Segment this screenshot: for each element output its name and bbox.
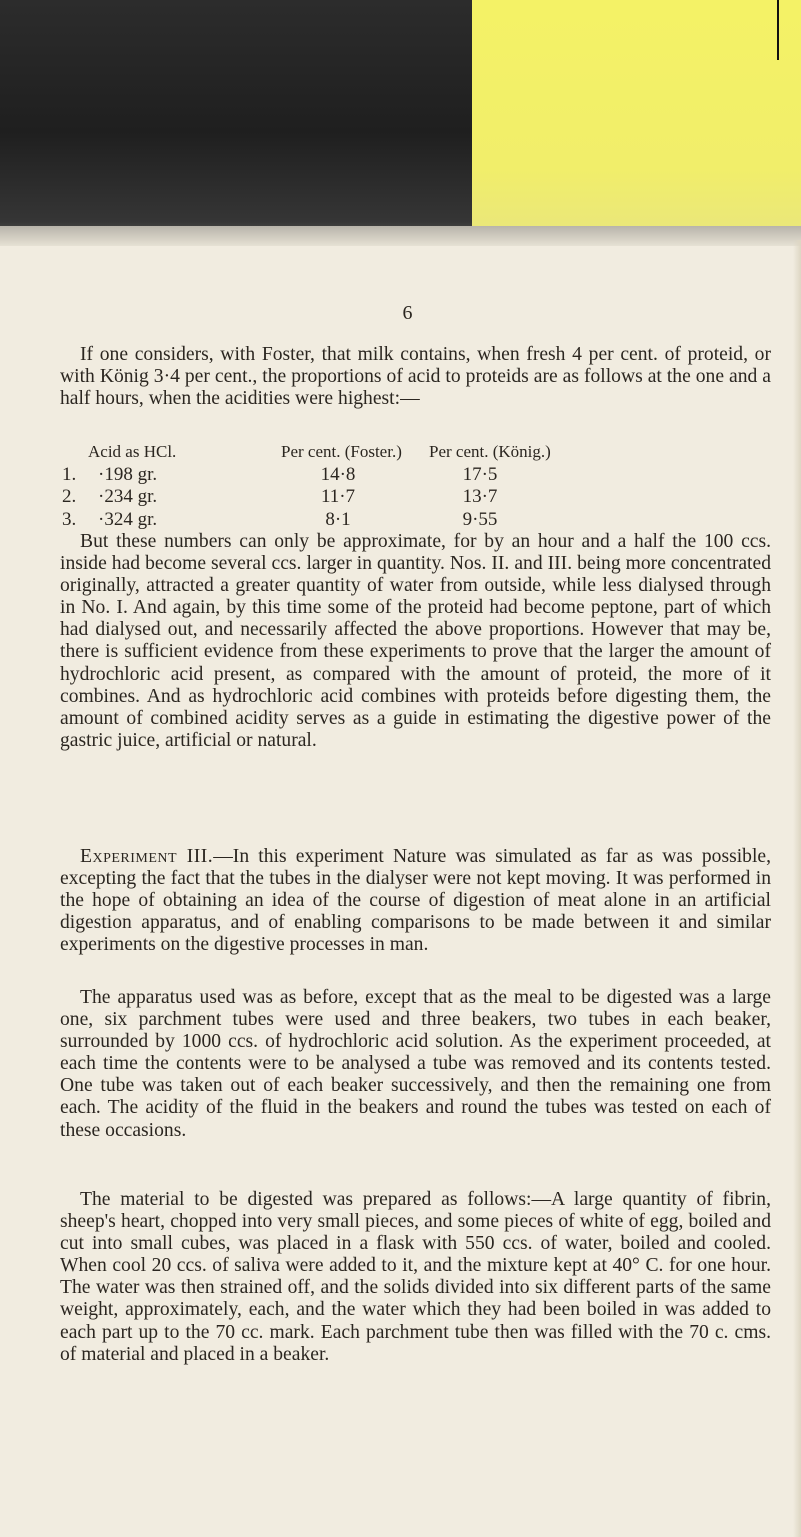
- table-row: [62, 486, 772, 509]
- experiment-text: —In this experiment Nature was simulated as far as was possible, excepting the fact that the tubes in the dialyser were not kept moving. It was performed in the hope of obtaining an idea of the course of digestion of meat alone in an artificial digestion apparatus, and of enabling comparisons to be made between it and similar experiments on the digestive processes in man.: [60, 846, 771, 956]
- page-edge-shadow: [793, 240, 801, 1537]
- acid-value: ·324 gr.: [98, 508, 158, 530]
- scan-yellow-region: [472, 0, 801, 240]
- table-row: [62, 509, 772, 532]
- konig-value: 13·7: [462, 486, 498, 507]
- col-header-konig: Per cent. (König.): [429, 442, 551, 461]
- experiment-heading: Experiment III.: [80, 846, 214, 867]
- scan-shadow-band: [0, 226, 801, 246]
- foster-value: 11·7: [320, 486, 356, 507]
- table-header-row: [62, 441, 772, 464]
- apparatus-paragraph: The apparatus used was as before, except that as the meal to be digested was a large one, six parchment tubes were used and three beakers, two tubes in each beaker, surrounded by 1000 ccs. of hydrochloric acid solution. As the experiment proceeded, at each time the contents were to be analysed a tube was removed and its contents tested. One tube was taken out of each beaker successively, and then the remaining one from each. The acidity of the fluid in the beakers and round the tubes was tested on each of these occasions.: [60, 987, 771, 1141]
- row-number: 2.: [62, 486, 77, 507]
- col-header-acid: Acid as HCl.: [88, 442, 177, 461]
- row-number: 1.: [62, 463, 77, 485]
- row-number: 3.: [62, 508, 77, 530]
- page-number: 6: [402, 302, 413, 324]
- but-paragraph: But these numbers can only be approximate, for by an hour and a half the 100 ccs. inside had become several ccs. larger in quantity. Nos. II. and III. being more concentrated originally, attracted a greater quantity of water from outside, while less dialysed through in No. I. And again, by this time some of the proteid had become peptone, part of which had dialysed out, and necessarily affected the above proportions. However that may be, there is sufficient evidence from these experiments to prove that the larger the amount of hydrochloric acid present, as compared with the amount of proteid, the more of it combines. And as hydrochloric acid combines with proteids before digesting them, the amount of combined acidity serves as a guide in estimating the digestive power of the gastric juice, artificial or natural.: [60, 531, 771, 751]
- table-row: [62, 464, 772, 487]
- foster-value: 8·1: [325, 508, 351, 530]
- acid-value: ·198 gr.: [98, 463, 158, 485]
- intro-paragraph: If one considers, with Foster, that milk contains, when fresh 4 per cent. of proteid, or with König 3·4 per cent., the proportions of acid to proteids are as follows at the one and a half hours, when the acidities were highest:—: [60, 344, 771, 410]
- konig-value: 17·5: [462, 463, 498, 485]
- col-header-foster: Per cent. (Foster.): [281, 442, 402, 461]
- experiment-paragraph: [60, 846, 771, 956]
- foster-value: 14·8: [320, 463, 356, 485]
- material-paragraph: The material to be digested was prepared as follows:—A large quantity of fibrin, sheep's heart, chopped into very small pieces, and some pieces of white of egg, boiled and cut into small cubes, was placed in a flask with 550 ccs. of water, boiled and cooled. When cool 20 ccs. of saliva were added to it, and the mixture kept at 40° C. for one hour. The water was then strained off, and the solids divided into six different parts of the same weight, approximately, each, and the water which they had been boiled in was added to each part up to the 70 cc. mark. Each parchment tube then was filled with the 70 c. cms. of material and placed in a beaker.: [60, 1189, 771, 1365]
- acid-value: ·234 gr.: [98, 486, 158, 507]
- konig-value: 9·55: [462, 508, 498, 530]
- acid-proteid-table: [62, 441, 772, 531]
